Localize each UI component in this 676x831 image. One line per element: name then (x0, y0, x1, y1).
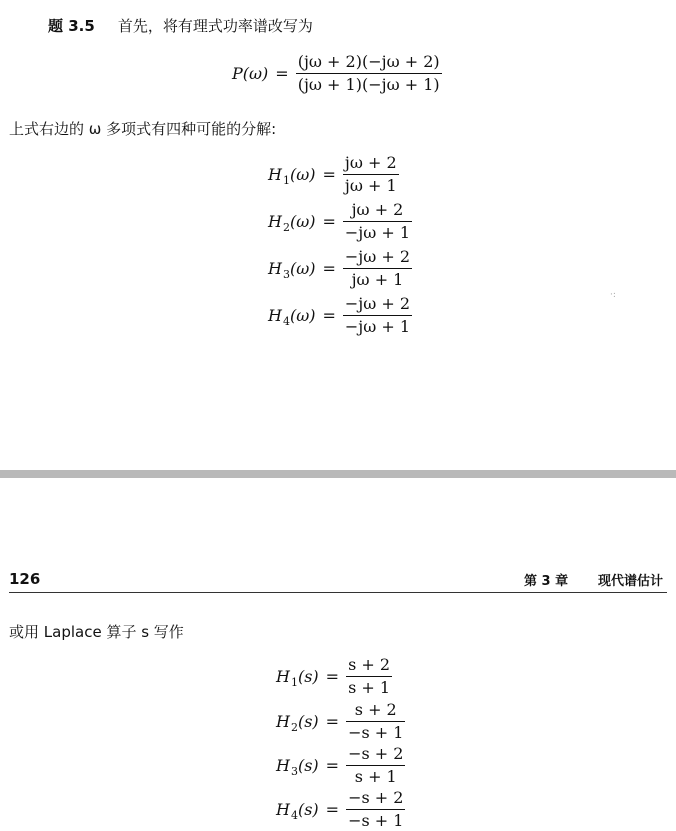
factor-subscript: 3 (282, 268, 290, 281)
fraction-bar (343, 268, 412, 269)
factor-numerator: s + 2 (354, 700, 397, 719)
factor-symbol: H (268, 212, 282, 231)
power-spectrum-fraction (296, 52, 442, 95)
factor-argument: (s) (297, 756, 319, 775)
factor-denominator: −jω + 1 (344, 317, 411, 336)
equals-sign: = (325, 800, 340, 819)
factor-fraction (343, 294, 412, 337)
equals-sign: = (275, 64, 289, 83)
factor-symbol: H (276, 712, 290, 731)
fraction-bar (343, 174, 399, 175)
factor-fraction (346, 744, 405, 787)
factor-denominator: jω + 1 (351, 270, 404, 289)
chapter-title: 现代谱估计 (598, 574, 664, 589)
fraction-bar (346, 721, 405, 722)
s-factor-row (276, 788, 405, 831)
factor-fraction (346, 655, 392, 698)
factor-denominator: −jω + 1 (344, 223, 411, 242)
factor-subscript: 1 (290, 676, 298, 689)
factor-subscript: 3 (290, 765, 298, 778)
factor-denominator: s + 1 (354, 767, 397, 786)
factor-symbol: H (268, 165, 282, 184)
factor-numerator: −jω + 2 (344, 294, 411, 313)
page-separator (0, 470, 676, 478)
factor-symbol: H (268, 259, 282, 278)
fraction-bar (346, 765, 405, 766)
factor-fraction (343, 153, 399, 196)
factor-fraction (346, 788, 405, 831)
factor-denominator: s + 1 (348, 678, 391, 697)
fraction-bar (343, 221, 412, 222)
factor-subscript: 2 (290, 721, 298, 734)
factor-subscript: 1 (282, 174, 290, 187)
factor-argument: (ω) (289, 259, 316, 278)
factor-lhs (276, 756, 319, 778)
factor-subscript: 2 (282, 221, 290, 234)
power-spectrum-denominator: (jω + 1)(−jω + 1) (297, 75, 440, 94)
factor-denominator: −s + 1 (348, 723, 404, 742)
fraction-bar (346, 809, 405, 810)
factor-argument: (ω) (289, 306, 316, 325)
factor-symbol: H (268, 306, 282, 325)
factor-lhs (268, 212, 316, 234)
scan-speck: ·: (610, 290, 616, 300)
power-spectrum-equation (232, 52, 442, 95)
factor-numerator: jω + 2 (344, 153, 397, 172)
equals-sign: = (325, 712, 340, 731)
problem-heading (48, 16, 313, 36)
omega-factor-row (268, 247, 412, 290)
factor-fraction (343, 247, 412, 290)
factor-denominator: −s + 1 (348, 811, 404, 830)
omega-factor-row (268, 294, 412, 337)
factor-lhs (268, 165, 316, 187)
omega-factor-row (268, 153, 399, 196)
factor-fraction (346, 700, 405, 743)
factor-numerator: −jω + 2 (344, 247, 411, 266)
factor-numerator: −s + 2 (348, 788, 404, 807)
equals-sign: = (322, 212, 336, 231)
factor-subscript: 4 (290, 809, 298, 822)
equals-sign: = (325, 756, 340, 775)
fraction-bar (346, 676, 392, 677)
factor-fraction (343, 200, 412, 243)
equals-sign: = (322, 165, 336, 184)
equals-sign: = (322, 259, 336, 278)
factor-argument: (ω) (289, 212, 316, 231)
laplace-text: 或用 Laplace 算子 s 写作 (9, 623, 184, 641)
factor-lhs (276, 800, 319, 822)
factor-lhs (276, 712, 319, 734)
factor-denominator: jω + 1 (344, 176, 397, 195)
factor-numerator: jω + 2 (351, 200, 404, 219)
factor-lhs (276, 667, 319, 689)
factor-symbol: H (276, 756, 290, 775)
s-factor-row (276, 744, 405, 787)
equals-sign: = (322, 306, 336, 325)
power-spectrum-lhs: P(ω) (232, 64, 269, 83)
fraction-bar (343, 315, 412, 316)
page-number: 126 (9, 570, 41, 588)
s-factor-row (276, 655, 392, 698)
factorization-text: 上式右边的 ω 多项式有四种可能的分解: (9, 120, 277, 138)
omega-factor-row (268, 200, 412, 243)
factor-argument: (s) (297, 667, 319, 686)
chapter-label: 第 3 章 (524, 574, 569, 589)
factor-subscript: 4 (282, 315, 290, 328)
factor-numerator: s + 2 (348, 655, 391, 674)
factor-numerator: −s + 2 (348, 744, 404, 763)
factor-argument: (s) (297, 712, 319, 731)
problem-intro: 首先，将有理式功率谱改写为 (117, 17, 313, 35)
s-factor-row (276, 700, 405, 743)
equals-sign: = (325, 667, 340, 686)
factor-lhs (268, 306, 316, 328)
factor-symbol: H (276, 667, 290, 686)
factor-lhs (268, 259, 316, 281)
problem-label: 题 3.5 (48, 17, 95, 35)
header-rule (9, 592, 667, 593)
fraction-bar (296, 73, 442, 74)
power-spectrum-numerator: (jω + 2)(−jω + 2) (297, 52, 440, 71)
factor-symbol: H (276, 800, 290, 819)
factor-argument: (ω) (289, 165, 316, 184)
factor-argument: (s) (297, 800, 319, 819)
